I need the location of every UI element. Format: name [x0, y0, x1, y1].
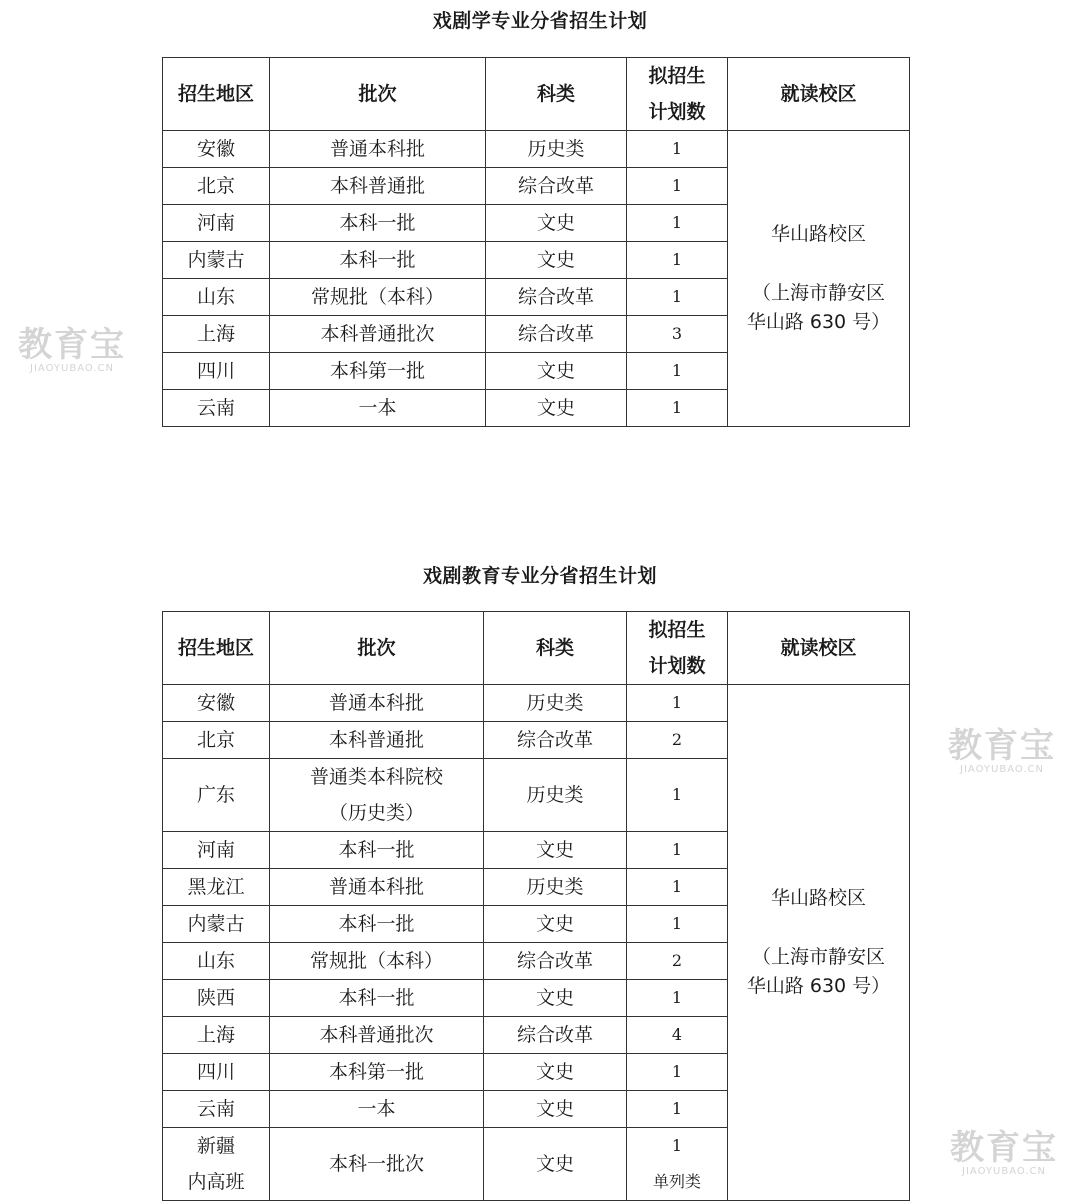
quota-cell: 1	[627, 353, 728, 390]
category-cell: 综合改革	[484, 722, 627, 759]
batch-cell: 本科第一批	[270, 353, 486, 390]
batch-cell: 本科一批	[270, 832, 484, 869]
quota-cell: 1	[627, 832, 728, 869]
category-cell: 文史	[484, 980, 627, 1017]
campus-address: （上海市静安区	[751, 282, 885, 304]
category-cell: 历史类	[484, 869, 627, 906]
table2-body	[163, 685, 910, 1201]
watermark-logo: 教育宝 JIAOYUBAO.CN	[18, 325, 126, 374]
table1-body	[163, 131, 910, 427]
category-cell: 历史类	[484, 759, 627, 832]
campus-cell	[728, 131, 910, 427]
quota-cell: 1 单列类	[627, 1128, 728, 1201]
quota-cell: 2	[627, 943, 728, 980]
batch-cell: 本科普通批	[270, 722, 484, 759]
watermark-logo: 教育宝 JIAOYUBAO.CN	[950, 1128, 1058, 1177]
campus-cell	[728, 685, 910, 1201]
header-cell: 科类	[486, 58, 627, 131]
quota-cell: 3	[627, 316, 728, 353]
quota-cell: 1	[627, 279, 728, 316]
batch-cell: 普通本科批	[270, 869, 484, 906]
region-cell: 云南	[163, 1091, 270, 1128]
region-cell: 北京	[163, 168, 270, 205]
batch-cell: 普通本科批	[270, 131, 486, 168]
quota-cell: 1	[627, 869, 728, 906]
table1	[162, 57, 910, 427]
category-cell: 文史	[486, 390, 627, 427]
header-cell: 就读校区	[728, 58, 910, 131]
region-cell: 河南	[163, 832, 270, 869]
category-cell: 文史	[486, 353, 627, 390]
batch-cell: 本科一批	[270, 906, 484, 943]
category-cell: 综合改革	[486, 168, 627, 205]
watermark-logo: 教育宝 JIAOYUBAO.CN	[948, 726, 1056, 775]
region-cell: 安徽	[163, 685, 270, 722]
category-cell: 文史	[486, 242, 627, 279]
table-row	[163, 685, 910, 722]
quota-cell: 4	[627, 1017, 728, 1054]
category-cell: 综合改革	[486, 279, 627, 316]
category-cell: 文史	[486, 205, 627, 242]
category-cell: 文史	[484, 1091, 627, 1128]
quota-cell: 1	[627, 242, 728, 279]
region-cell: 内蒙古	[163, 242, 270, 279]
quota-cell: 1	[627, 1091, 728, 1128]
table1-title: 戏剧学专业分省招生计划	[432, 10, 648, 32]
region-cell: 四川	[163, 353, 270, 390]
header-cell: 批次	[270, 612, 484, 685]
header-cell: 就读校区	[728, 612, 910, 685]
batch-cell: 一本	[270, 1091, 484, 1128]
quota-cell: 1	[627, 759, 728, 832]
category-cell: 文史	[484, 1128, 627, 1201]
region-cell: 黑龙江	[163, 869, 270, 906]
category-cell: 综合改革	[484, 943, 627, 980]
header-cell: 招生地区	[163, 612, 270, 685]
header-cell: 拟招生 计划数	[627, 58, 728, 131]
batch-cell: 本科普通批次	[270, 1017, 484, 1054]
batch-cell: 本科第一批	[270, 1054, 484, 1091]
header-cell: 拟招生 计划数	[627, 612, 728, 685]
region-cell: 山东	[163, 279, 270, 316]
quota-cell: 1	[627, 906, 728, 943]
campus-address: 华山路 630 号）	[746, 975, 891, 997]
category-cell: 综合改革	[484, 1017, 627, 1054]
quota-cell: 1	[627, 1054, 728, 1091]
header-cell: 批次	[270, 58, 486, 131]
region-cell: 新疆 内高班	[163, 1128, 270, 1201]
region-cell: 北京	[163, 722, 270, 759]
campus-name: 华山路校区	[770, 223, 866, 245]
table2-title: 戏剧教育专业分省招生计划	[422, 565, 657, 587]
region-cell: 四川	[163, 1054, 270, 1091]
region-cell: 上海	[163, 1017, 270, 1054]
category-cell: 文史	[484, 906, 627, 943]
region-cell: 山东	[163, 943, 270, 980]
header-cell: 科类	[484, 612, 627, 685]
batch-cell: 本科普通批	[270, 168, 486, 205]
batch-cell: 一本	[270, 390, 486, 427]
table2-header-row	[163, 612, 910, 685]
region-cell: 上海	[163, 316, 270, 353]
category-cell: 文史	[484, 832, 627, 869]
region-cell: 安徽	[163, 131, 270, 168]
batch-cell: 本科一批	[270, 242, 486, 279]
quota-cell: 1	[627, 131, 728, 168]
batch-cell: 本科一批	[270, 205, 486, 242]
category-cell: 历史类	[486, 131, 627, 168]
batch-cell: 普通类本科院校 （历史类）	[270, 759, 484, 832]
header-cell: 招生地区	[163, 58, 270, 131]
category-cell: 历史类	[484, 685, 627, 722]
category-cell: 综合改革	[486, 316, 627, 353]
quota-cell: 1	[627, 168, 728, 205]
table1-header-row	[163, 58, 910, 131]
region-cell: 广东	[163, 759, 270, 832]
region-cell: 云南	[163, 390, 270, 427]
category-cell: 文史	[484, 1054, 627, 1091]
batch-cell: 本科一批	[270, 980, 484, 1017]
region-cell: 内蒙古	[163, 906, 270, 943]
batch-cell: 常规批（本科）	[270, 943, 484, 980]
batch-cell: 普通本科批	[270, 685, 484, 722]
region-cell: 河南	[163, 205, 270, 242]
batch-cell: 本科一批次	[270, 1128, 484, 1201]
quota-cell: 1	[627, 205, 728, 242]
batch-cell: 本科普通批次	[270, 316, 486, 353]
table2	[162, 611, 910, 1201]
campus-address: （上海市静安区	[751, 946, 885, 968]
quota-cell: 1	[627, 980, 728, 1017]
quota-cell: 1	[627, 685, 728, 722]
quota-cell: 2	[627, 722, 728, 759]
quota-cell: 1	[627, 390, 728, 427]
region-cell: 陕西	[163, 980, 270, 1017]
table-row	[163, 131, 910, 168]
campus-address: 华山路 630 号）	[746, 311, 891, 333]
batch-cell: 常规批（本科）	[270, 279, 486, 316]
campus-name: 华山路校区	[770, 887, 866, 909]
